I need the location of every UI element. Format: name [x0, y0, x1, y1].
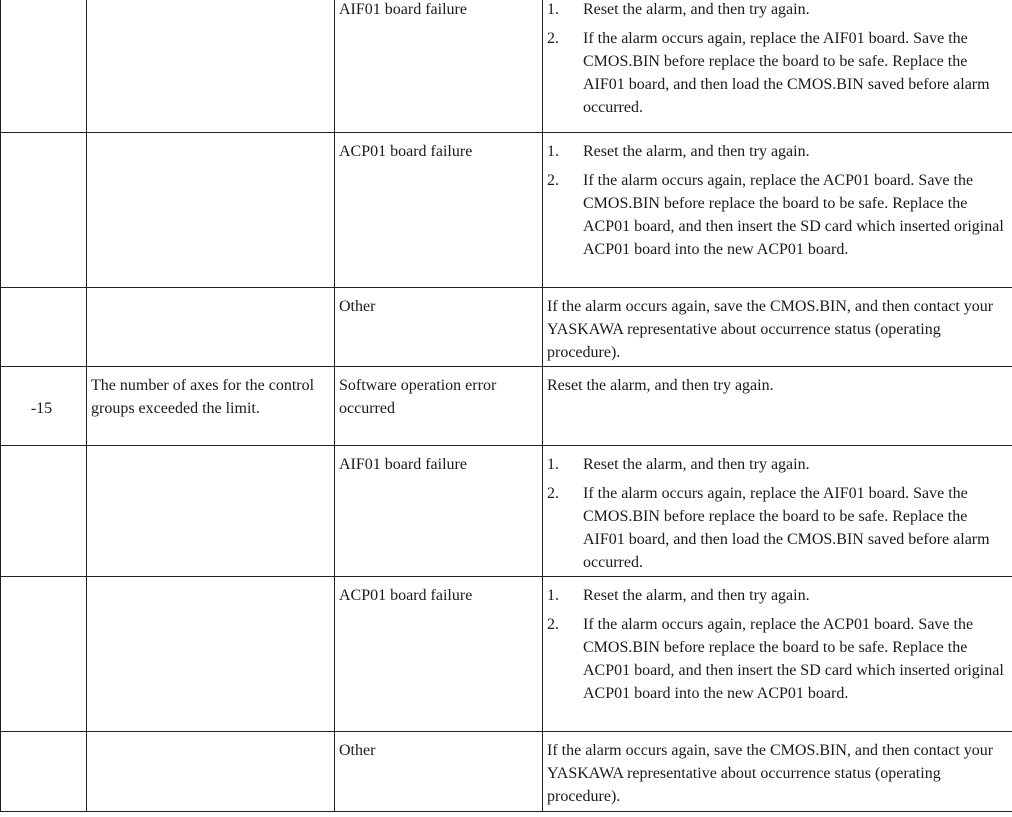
remedy-text: If the alarm occurs again, save the CMOS.BIN, and then contact your YASKAWA representative about occurrence status (operating procedure). [547, 298, 994, 361]
table-row [1, 288, 1012, 367]
cause-cell [335, 0, 543, 133]
step-number: 1. [547, 1, 559, 18]
table-row [1, 446, 1012, 577]
cause-cell [335, 288, 543, 367]
list-item [547, 169, 1011, 261]
remedy-cell [543, 367, 1012, 446]
list-item [547, 584, 1011, 607]
list-item [547, 140, 1011, 163]
remedy-cell [543, 577, 1012, 732]
alarm-code-cell [1, 446, 87, 577]
step-text: If the alarm occurs again, replace the AIF01 board. Save the CMOS.BIN before replace the board to be safe. Replace the AIF01 board, and then load the CMOS.BIN saved before alarm occurred. [583, 30, 990, 116]
description-cell [87, 446, 335, 577]
remedy-cell [543, 288, 1012, 367]
step-number: 2. [547, 616, 559, 633]
step-number: 2. [547, 172, 559, 189]
cause-text: Other [339, 742, 376, 759]
description-cell [87, 133, 335, 288]
description-cell [87, 288, 335, 367]
cause-text: AIF01 board failure [339, 456, 467, 473]
list-item [547, 482, 1011, 574]
step-number: 2. [547, 485, 559, 502]
remedy-text: Reset the alarm, and then try again. [547, 377, 774, 394]
step-number: 1. [547, 587, 559, 604]
remedy-steps [547, 584, 1011, 705]
remedy-cell [543, 0, 1012, 133]
list-item [547, 0, 1011, 21]
step-text: Reset the alarm, and then try again. [583, 456, 810, 473]
description-text [87, 577, 334, 584]
alarm-code-cell [1, 133, 87, 288]
step-text: If the alarm occurs again, replace the AIF01 board. Save the CMOS.BIN before replace the board to be safe. Replace the AIF01 board, and then load the CMOS.BIN saved before alarm occurred. [583, 485, 990, 571]
description-text [87, 288, 334, 295]
step-number: 2. [547, 30, 559, 47]
list-item [547, 613, 1011, 705]
description-text [87, 133, 334, 140]
remedy-steps [547, 453, 1011, 574]
table-row [1, 577, 1012, 732]
remedy-cell [543, 732, 1012, 812]
step-text: Reset the alarm, and then try again. [583, 143, 810, 160]
description-cell [87, 732, 335, 812]
step-text: If the alarm occurs again, replace the ACP01 board. Save the CMOS.BIN before replace the board to be safe. Replace the ACP01 board, and then insert the SD card which inserted original ACP01 board into the new ACP01 board. [583, 172, 1004, 258]
alarm-code [1, 295, 82, 318]
alarm-code-cell [1, 0, 87, 133]
step-number: 1. [547, 143, 559, 160]
step-text: If the alarm occurs again, replace the ACP01 board. Save the CMOS.BIN before replace the board to be safe. Replace the ACP01 board, and then insert the SD card which inserted original ACP01 board into the new ACP01 board. [583, 616, 1004, 702]
alarm-code [1, 0, 82, 21]
alarm-code [1, 453, 82, 476]
cause-text: AIF01 board failure [339, 1, 467, 18]
table-row [1, 732, 1012, 812]
step-number: 1. [547, 456, 559, 473]
remedy-cell [543, 446, 1012, 577]
cause-text: ACP01 board failure [339, 143, 473, 160]
description-cell [87, 0, 335, 133]
alarm-code-cell [1, 288, 87, 367]
step-text: Reset the alarm, and then try again. [583, 587, 810, 604]
cause-text: Software operation error occurred [339, 377, 497, 417]
list-item [547, 453, 1011, 476]
list-item [547, 27, 1011, 119]
remedy-steps [547, 0, 1011, 119]
remedy-cell [543, 133, 1012, 288]
description-text [87, 732, 334, 739]
description-text: The number of axes for the control groups exceeded the limit. [91, 377, 315, 417]
cause-text: Other [339, 298, 376, 315]
table-row [1, 0, 1012, 133]
table-row [1, 367, 1012, 446]
alarm-code-cell [1, 732, 87, 812]
description-cell [87, 577, 335, 732]
remedy-steps [547, 140, 1011, 261]
cause-cell [335, 732, 543, 812]
alarm-code [1, 739, 82, 762]
cause-cell [335, 577, 543, 732]
cause-cell [335, 367, 543, 446]
table-row [1, 133, 1012, 288]
description-text [87, 446, 334, 453]
alarm-code [1, 140, 82, 163]
cause-text: ACP01 board failure [339, 587, 473, 604]
step-text: Reset the alarm, and then try again. [583, 1, 810, 18]
alarm-code [1, 584, 82, 607]
alarm-code: -15 [30, 400, 53, 417]
remedy-text: If the alarm occurs again, save the CMOS.BIN, and then contact your YASKAWA representative about occurrence status (operating procedure). [547, 742, 994, 805]
alarm-code-cell [1, 577, 87, 732]
description-cell [87, 367, 335, 446]
cause-cell [335, 133, 543, 288]
alarm-code-cell [1, 367, 87, 446]
cause-cell [335, 446, 543, 577]
